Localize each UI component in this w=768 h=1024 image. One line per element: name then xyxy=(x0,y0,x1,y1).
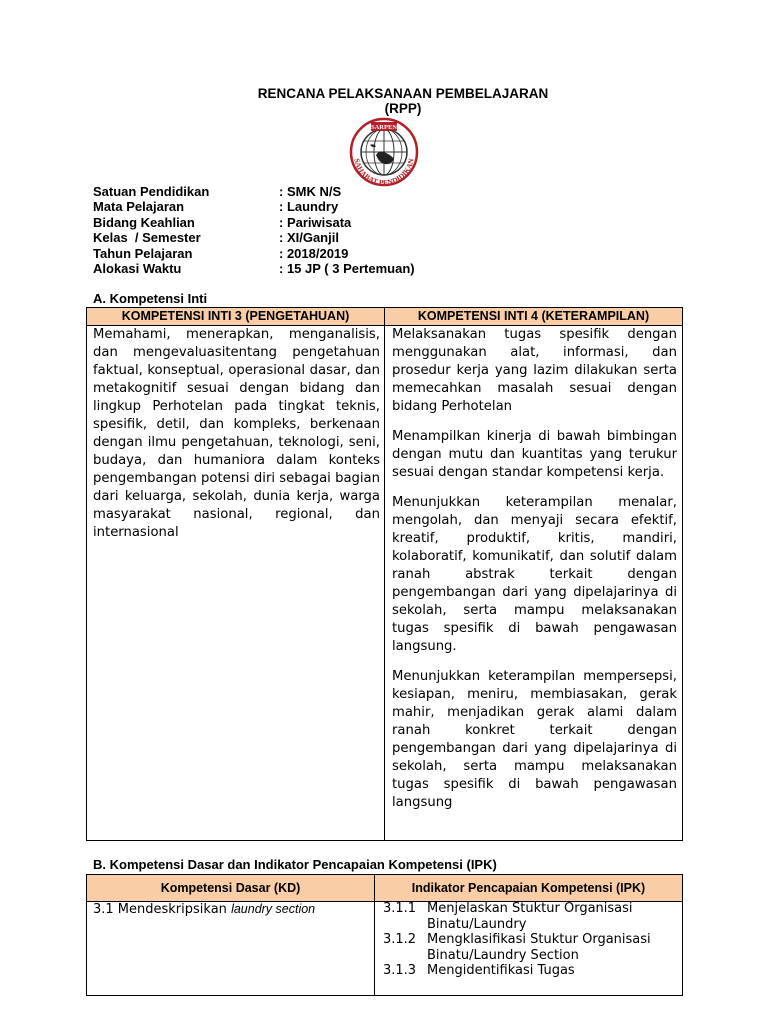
info-label: Tahun Pelajaran xyxy=(93,245,193,261)
info-label: Alokasi Waktu xyxy=(93,260,182,276)
ipk-text: Menjelaskan Stuktur Organisasi Binatu/Laundry xyxy=(427,901,633,932)
info-value: : 2018/2019 xyxy=(279,245,349,261)
column-divider xyxy=(374,875,375,995)
info-value: : Pariwisata xyxy=(279,214,352,230)
ipk-list xyxy=(383,901,682,979)
ki4-header: KOMPETENSI INTI 4 (KETERAMPILAN) xyxy=(385,308,682,326)
ipk-text: Mengklasifikasi Stuktur Organisasi Binatu/Laundry Section xyxy=(427,932,651,963)
logo-bottom-text: SAHABAT PENDIDIKAN xyxy=(352,157,416,187)
info-value: : XI/Ganjil xyxy=(279,230,339,246)
ipk-header: Indikator Pencapaian Kompetensi (IPK) xyxy=(375,875,682,902)
section-b-heading: B. Kompetensi Dasar dan Indikator Pencapaian Kompetensi (IPK) xyxy=(93,857,497,872)
kd-text: 3.1 Mendeskripsikan xyxy=(93,902,227,917)
ki4-paragraph: Menampilkan kinerja di bawah bimbingan dengan mutu dan kuantitas yang terukur sesuai dengan standar kompetensi kerja. xyxy=(392,429,677,480)
ki4-text xyxy=(392,326,677,824)
info-label: Bidang Keahlian xyxy=(93,214,195,230)
column-divider xyxy=(384,308,385,840)
ipk-item xyxy=(383,963,682,979)
document-subtitle: (RPP) xyxy=(384,101,422,116)
document-title: RENCANA PELAKSANAAN PEMBELAJARAN xyxy=(257,86,549,101)
info-value: : SMK N/S xyxy=(279,184,342,199)
ki3-header: KOMPETENSI INTI 3 (PENGETAHUAN) xyxy=(87,308,384,326)
ipk-number: 3.1.3 xyxy=(383,963,417,978)
sarpen-logo xyxy=(346,115,422,187)
kompetensi-inti-table xyxy=(86,307,683,841)
ipk-item xyxy=(383,901,682,932)
info-label: Mata Pelajaran xyxy=(93,199,185,215)
logo-top-text: SARPEN xyxy=(370,124,398,131)
ki3-text: Memahami, menerapkan, menganalisis, dan mengevaluasitentang pengetahuan faktual, konseptual, operasional dasar, dan metakognitif sesuai dengan bidang dan lingkup Perhotelan pada tingkat teknis, spesifik, detil, dan kompleks, berkenaan dengan ilmu pengetahuan, teknologi, seni, budaya, dan humaniora dalam konteks pengembangan potensi diri sebagai bagian dari keluarga, sekolah, dunia kerja, warga masyarakat nasional, regional, dan internasional xyxy=(93,327,380,540)
info-value: : 15 JP ( 3 Pertemuan) xyxy=(279,260,415,276)
kd-item xyxy=(93,901,315,918)
ipk-text: Mengidentifikasi Tugas xyxy=(427,963,575,978)
info-value: : Laundry xyxy=(279,199,339,215)
ki4-paragraph: Menunjukkan keterampilan menalar, mengolah, dan menyaji secara efektif, kreatif, produktif, kritis, mandiri, kolaboratif, komunikatif, dan solutif dalam ranah abstrak terkait dengan pengembangan dari yang dipelajarinya di sekolah, serta mampu melaksanakan tugas spesifik di bawah pengawasan langsung. xyxy=(392,495,677,654)
ipk-number: 3.1.2 xyxy=(383,932,417,947)
kd-ipk-table xyxy=(86,874,683,996)
kd-italic: laundry section xyxy=(231,902,316,916)
kd-header: Kompetensi Dasar (KD) xyxy=(87,875,374,902)
info-label: Satuan Pendidikan xyxy=(93,184,210,199)
ki4-paragraph: Menunjukkan keterampilan mempersepsi, kesiapan, meniru, membiasakan, gerak mahir, menjadikan gerak alami dalam ranah konkret terkait dengan pengembangan dari yang dipelajarinya di sekolah, serta mampu melaksanakan tugas spesifik di bawah pengawasan langsung xyxy=(392,669,677,810)
section-a-heading: A. Kompetensi Inti xyxy=(93,291,208,306)
ki4-paragraph: Melaksanakan tugas spesifik dengan menggunakan alat, informasi, dan prosedur kerja yang lazim dilakukan serta memecahkan masalah sesuai dengan bidang Perhotelan xyxy=(392,327,677,414)
ipk-item xyxy=(383,932,682,963)
info-label: Kelas / Semester xyxy=(93,230,201,246)
ipk-number: 3.1.1 xyxy=(383,901,417,916)
